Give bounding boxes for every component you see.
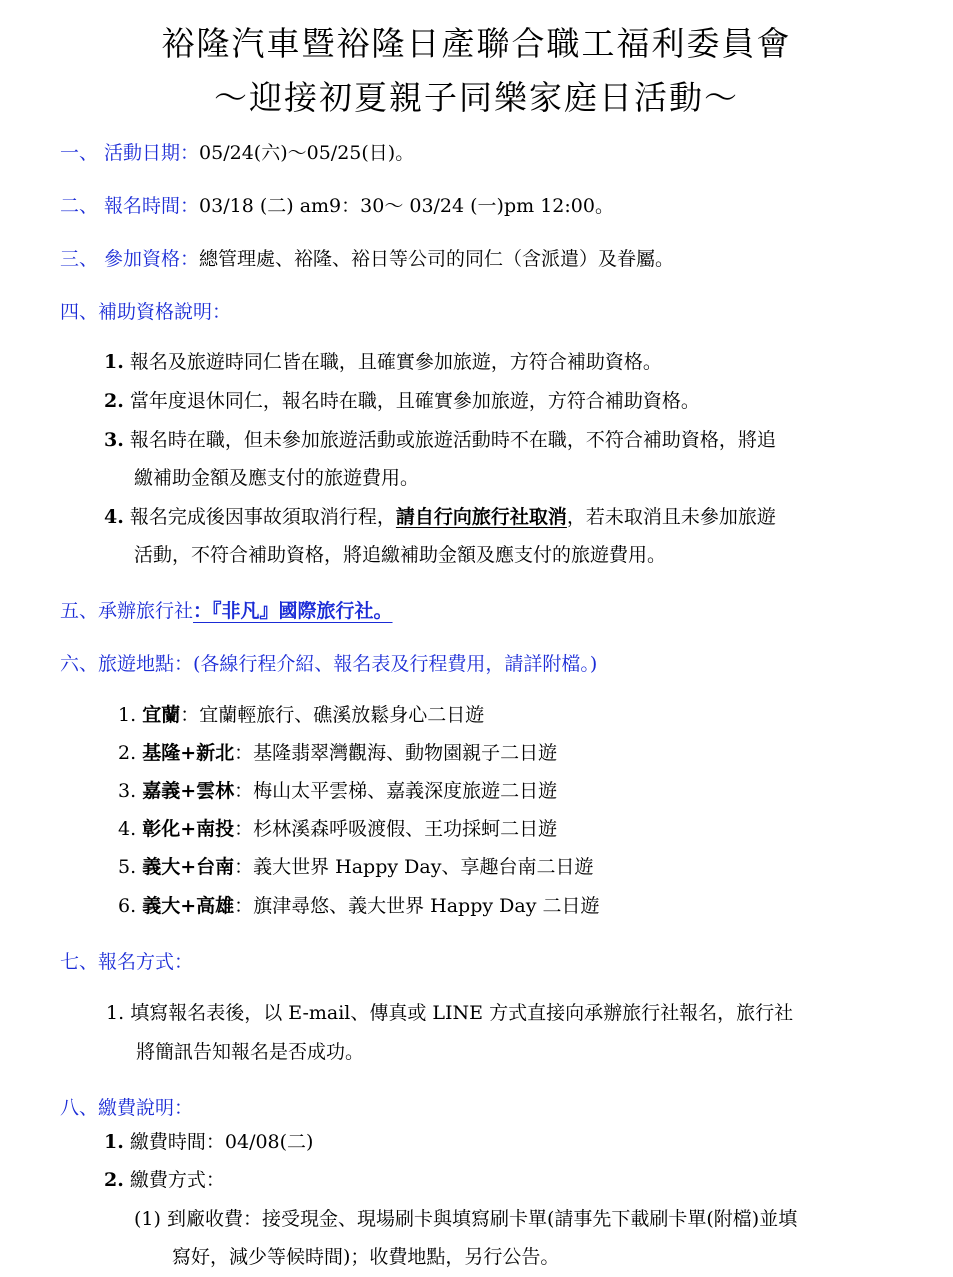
destination-item xyxy=(118,779,557,803)
list-number: 3. xyxy=(104,429,124,451)
destination-item xyxy=(118,703,484,727)
section-label: 一、 活動日期： xyxy=(60,142,200,164)
destination-desc: ：杉林溪森呼吸渡假、王功採蚵二日遊 xyxy=(234,818,558,840)
list-number: 1. xyxy=(104,351,124,373)
list-item-continuation: 活動，不符合補助資格，將追繳補助金額及應支付的旅遊費用。 xyxy=(134,544,667,566)
section-travel-agency xyxy=(60,596,393,623)
list-text: 報名完成後因事故須取消行程， xyxy=(129,506,396,528)
destination-name: 彰化+南投 xyxy=(142,818,235,840)
section-value: 03/18 (二) am9：30～ 03/24 (一)pm 12:00。 xyxy=(199,195,614,217)
travel-agency-name: ：『非凡』國際旅行社。 xyxy=(193,600,393,622)
destination-name: 宜蘭 xyxy=(142,704,181,726)
section-payment xyxy=(60,1093,193,1120)
sub-list-item xyxy=(134,1207,797,1231)
list-number: 1. xyxy=(106,1002,125,1024)
document-subtitle: ～迎接初夏親子同樂家庭日活動～ xyxy=(214,78,739,117)
list-item xyxy=(104,1168,225,1192)
section-note: (各線行程介紹、報名表及行程費用，請詳附檔。) xyxy=(193,653,598,675)
section-activity-date xyxy=(60,138,414,165)
list-number: 1. xyxy=(104,1131,124,1153)
list-text: 繳費方式： xyxy=(129,1169,225,1191)
list-text: 填寫報名表後，以 E-mail、傳真或 LINE 方式直接向承辦旅行社報名，旅行社 xyxy=(130,1002,794,1024)
section-label: 五、承辦旅行社 xyxy=(60,600,194,622)
destination-desc: ：旗津尋悠、義大世界 Happy Day 二日遊 xyxy=(234,895,600,917)
section-label: 八、繳費說明： xyxy=(60,1097,194,1119)
destination-desc: ：梅山太平雲梯、嘉義深度旅遊二日遊 xyxy=(234,780,558,802)
section-destinations xyxy=(60,649,597,676)
sub-list-continuation: 寫好，減少等候時間)；收費地點，另行公告。 xyxy=(172,1246,560,1268)
list-text: ，若未取消且未參加旅遊 xyxy=(566,506,776,528)
sub-list-text: 到廠收費：接受現金、現場刷卡與填寫刷卡單(請事先下載刷卡單(附檔)並填 xyxy=(166,1208,798,1230)
list-item xyxy=(104,1130,313,1154)
section-subsidy-heading xyxy=(60,297,231,324)
section-eligibility xyxy=(60,244,674,271)
list-number: 2. xyxy=(118,742,137,764)
section-label: 三、 參加資格： xyxy=(60,248,200,270)
list-item xyxy=(104,428,776,452)
list-text: 報名及旅遊時同仁皆在職，且確實參加旅遊，方符合補助資格。 xyxy=(129,351,662,373)
list-number: 4. xyxy=(104,506,124,528)
list-number: 5. xyxy=(118,856,137,878)
list-number: 1. xyxy=(118,704,137,726)
destination-name: 嘉義+雲林 xyxy=(142,780,235,802)
list-text: 報名時在職，但未參加旅遊活動或旅遊活動時不在職，不符合補助資格，將追 xyxy=(129,429,776,451)
destination-name: 義大+高雄 xyxy=(142,895,235,917)
section-label: 六、旅遊地點： xyxy=(60,653,194,675)
section-label: 四、補助資格說明： xyxy=(60,301,232,323)
list-text: 繳費時間：04/08(二) xyxy=(129,1131,314,1153)
list-item xyxy=(104,350,662,374)
section-value: 05/24(六)～05/25(日)。 xyxy=(199,142,415,164)
list-number: 2. xyxy=(104,1169,124,1191)
list-item xyxy=(104,505,776,529)
destination-item xyxy=(118,741,557,765)
list-item xyxy=(106,1001,793,1025)
destination-desc: ：宜蘭輕旅行、礁溪放鬆身心二日遊 xyxy=(180,704,485,726)
destination-item xyxy=(118,817,557,841)
list-number: 2. xyxy=(104,390,124,412)
section-label: 七、報名方式： xyxy=(60,951,194,973)
destination-item xyxy=(118,855,593,879)
section-registration-method xyxy=(60,947,193,974)
section-label: 二、 報名時間： xyxy=(60,195,200,217)
destination-name: 義大+台南 xyxy=(142,856,235,878)
destination-desc: ：基隆翡翠灣觀海、動物園親子二日遊 xyxy=(234,742,558,764)
list-text: 當年度退休同仁，報名時在職，且確實參加旅遊，方符合補助資格。 xyxy=(129,390,700,412)
destination-name: 基隆+新北 xyxy=(142,742,235,764)
destination-desc: ：義大世界 Happy Day、享趣台南二日遊 xyxy=(234,856,594,878)
destination-item xyxy=(118,894,599,918)
document-title: 裕隆汽車暨裕隆日產聯合職工福利委員會 xyxy=(161,24,792,63)
list-item-continuation: 繳補助金額及應支付的旅遊費用。 xyxy=(134,467,420,489)
list-number: 3. xyxy=(118,780,137,802)
sub-list-number: (1) xyxy=(134,1208,161,1230)
emphasis-cancel-note: 請自行向旅行社取消 xyxy=(395,506,567,528)
list-number: 6. xyxy=(118,895,137,917)
section-registration-time xyxy=(60,191,614,218)
section-value: 總管理處、裕隆、裕日等公司的同仁（含派遣）及眷屬。 xyxy=(199,248,675,270)
list-item xyxy=(104,389,700,413)
list-item-continuation: 將簡訊告知報名是否成功。 xyxy=(136,1041,365,1063)
list-number: 4. xyxy=(118,818,137,840)
